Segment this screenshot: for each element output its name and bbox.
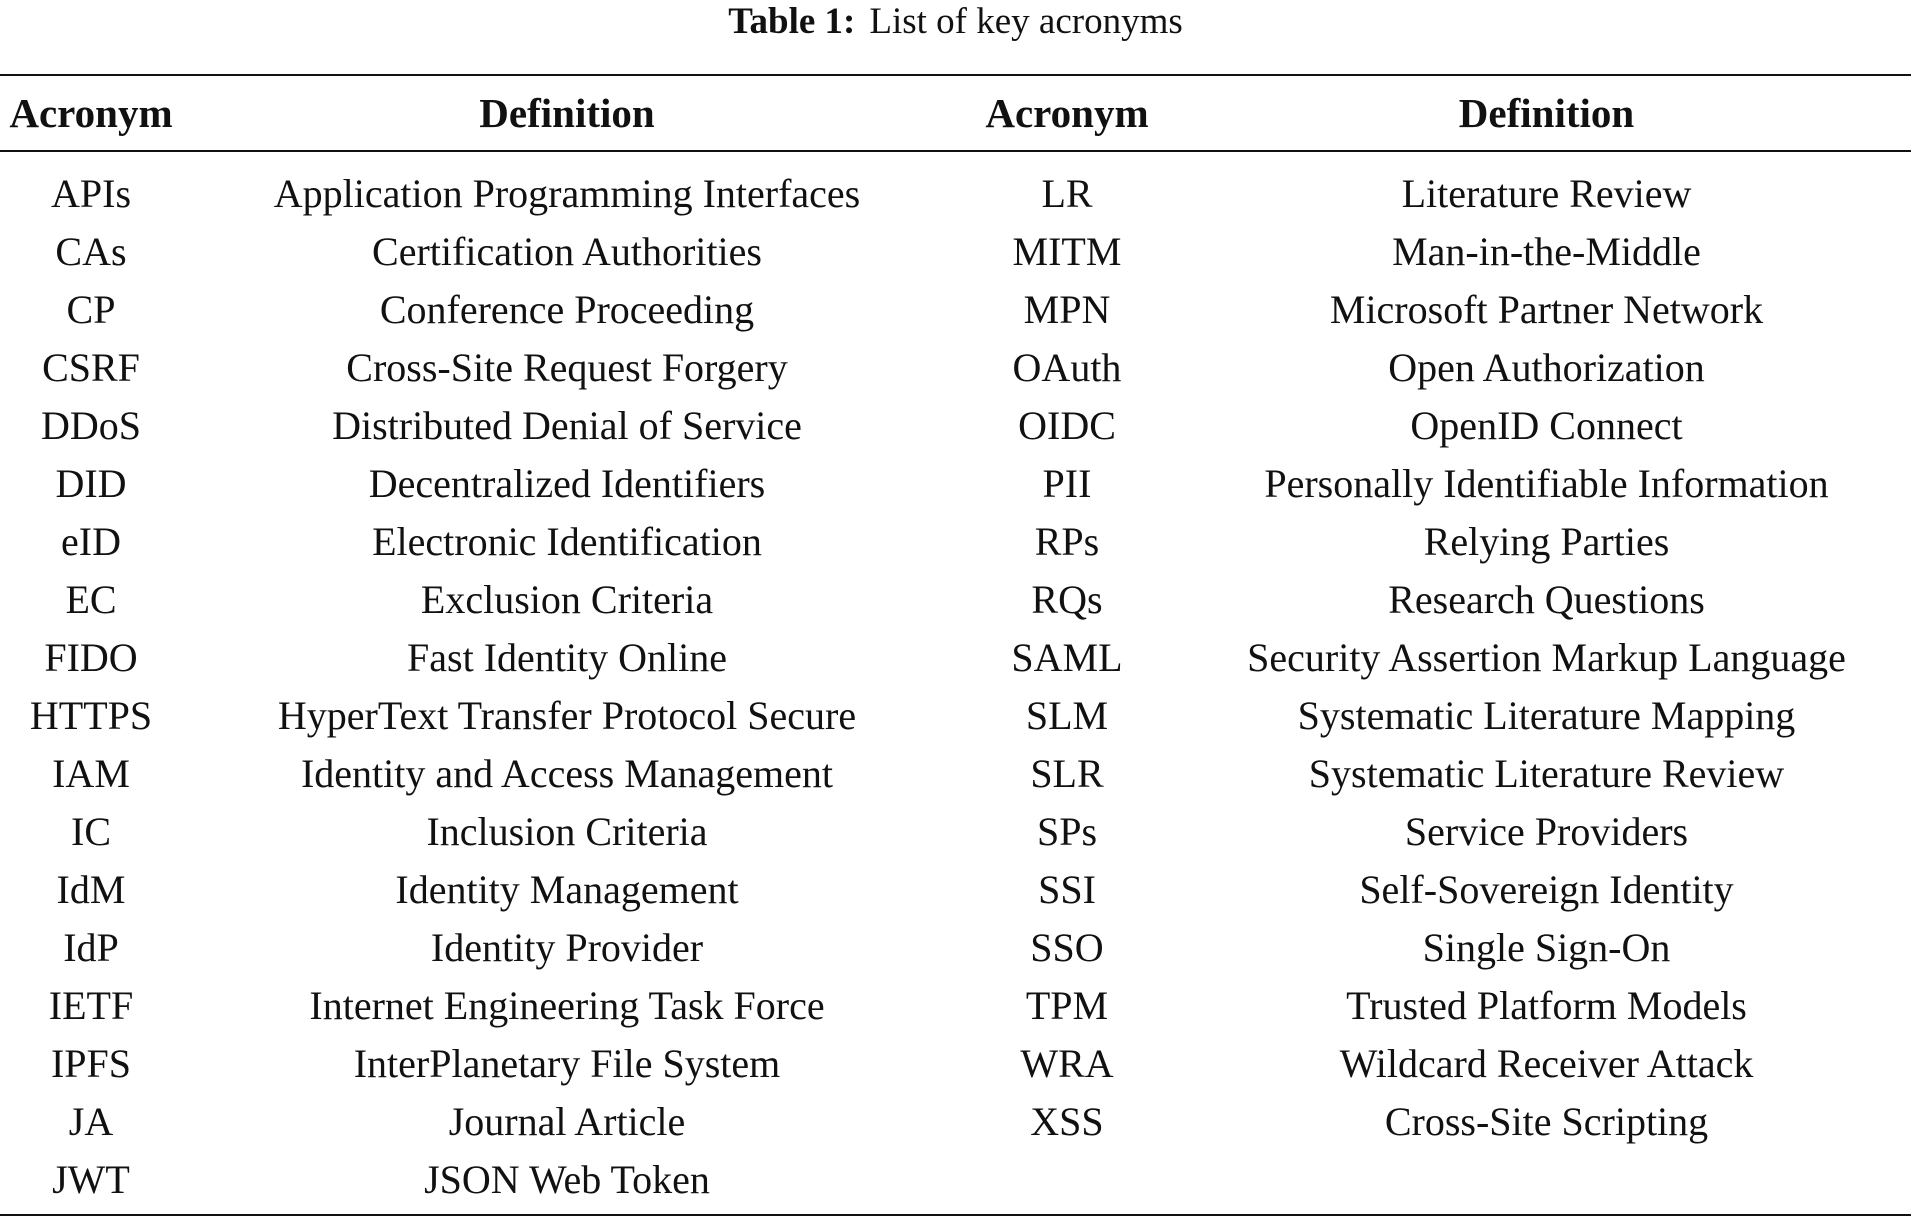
cell-definition-left: Inclusion Criteria	[426, 808, 708, 854]
cell-acronym-left: CP	[66, 286, 116, 332]
cell-acronym-right: SLR	[1030, 750, 1104, 796]
table-row	[0, 1034, 1911, 1092]
cell-definition-right: Literature Review	[1401, 170, 1692, 216]
table-header	[0, 75, 1911, 151]
cell-acronym-left: eID	[61, 518, 121, 564]
table-row	[0, 396, 1911, 454]
cell-definition-right: Personally Identifiable Information	[1264, 460, 1829, 506]
table-row	[0, 628, 1911, 686]
cell-acronym-left: EC	[65, 576, 117, 622]
cell-definition-left: Fast Identity Online	[407, 634, 727, 680]
cell-acronym-right: MITM	[1012, 228, 1122, 274]
cell-acronym-left: JA	[68, 1098, 114, 1144]
cell-acronym-left: DID	[55, 460, 127, 506]
cell-definition-left: Journal Article	[448, 1098, 686, 1144]
cell-definition-left: Identity and Access Management	[300, 750, 834, 796]
cell-acronym-right: SAML	[1011, 634, 1123, 680]
cell-acronym-right: WRA	[1020, 1040, 1114, 1086]
cell-definition-right: Man-in-the-Middle	[1392, 228, 1701, 274]
table-row	[0, 151, 1911, 222]
cell-acronym-left: IdM	[56, 866, 126, 912]
acronym-table	[0, 74, 1911, 1216]
cell-definition-left: Identity Management	[395, 866, 739, 912]
table-caption-label: Table 1:	[728, 0, 856, 42]
cell-acronym-left: CSRF	[42, 344, 140, 390]
header-definition-left: Definition	[182, 75, 952, 151]
table-body	[0, 151, 1911, 1215]
table-row	[0, 454, 1911, 512]
cell-definition-left: Identity Provider	[430, 924, 704, 970]
cell-definition-left: InterPlanetary File System	[353, 1040, 781, 1086]
cell-definition-left: Cross-Site Request Forgery	[346, 344, 788, 390]
cell-definition-right: Systematic Literature Review	[1308, 750, 1785, 796]
cell-definition-right: OpenID Connect	[1410, 402, 1683, 448]
cell-acronym-right: SLM	[1025, 692, 1109, 738]
cell-definition-right: Open Authorization	[1388, 344, 1705, 390]
table-row	[0, 280, 1911, 338]
header-acronym-right: Acronym	[952, 75, 1182, 151]
table-row	[0, 1150, 1911, 1215]
cell-acronym-left: IETF	[48, 982, 134, 1028]
table-row	[0, 222, 1911, 280]
cell-acronym-right: OIDC	[1018, 402, 1116, 448]
cell-definition-left: Application Programming Interfaces	[273, 170, 861, 216]
cell-definition-left: Certification Authorities	[372, 228, 762, 274]
cell-acronym-left: APIs	[50, 170, 132, 216]
cell-definition-right	[1182, 1150, 1911, 1215]
cell-acronym-right: MPN	[1023, 286, 1111, 332]
cell-acronym-right: RQs	[1031, 576, 1103, 622]
cell-acronym-right: LR	[1041, 170, 1093, 216]
cell-definition-right: Security Assertion Markup Language	[1247, 634, 1846, 680]
table-row	[0, 686, 1911, 744]
table-row	[0, 976, 1911, 1034]
cell-definition-right: Trusted Platform Models	[1346, 982, 1747, 1028]
table-row	[0, 802, 1911, 860]
table-caption	[0, 0, 1911, 42]
cell-acronym-right: OAuth	[1012, 344, 1122, 390]
cell-acronym-left: JWT	[52, 1156, 130, 1202]
header-acronym-left: Acronym	[0, 75, 182, 151]
cell-acronym-right	[952, 1150, 1182, 1215]
cell-definition-left: Internet Engineering Task Force	[309, 982, 825, 1028]
table-row	[0, 918, 1911, 976]
cell-acronym-left: IPFS	[50, 1040, 132, 1086]
cell-acronym-right: XSS	[1030, 1098, 1104, 1144]
cell-definition-left: Electronic Identification	[372, 518, 762, 564]
cell-definition-right: Single Sign-On	[1422, 924, 1671, 970]
cell-acronym-left: CAs	[55, 228, 127, 274]
cell-acronym-left: IC	[71, 808, 111, 854]
header-row	[0, 75, 1911, 151]
cell-definition-left: Conference Proceeding	[379, 286, 755, 332]
cell-acronym-right: SPs	[1036, 808, 1098, 854]
cell-acronym-left: FIDO	[44, 634, 138, 680]
cell-acronym-right: SSO	[1030, 924, 1104, 970]
cell-definition-left: JSON Web Token	[424, 1156, 710, 1202]
cell-acronym-right: PII	[1042, 460, 1092, 506]
cell-definition-left: Decentralized Identifiers	[368, 460, 766, 506]
cell-acronym-right: SSI	[1038, 866, 1096, 912]
table-row	[0, 512, 1911, 570]
table-row	[0, 860, 1911, 918]
cell-acronym-left: IAM	[52, 750, 130, 796]
cell-definition-right: Systematic Literature Mapping	[1297, 692, 1796, 738]
table-caption-text: List of key acronyms	[869, 0, 1183, 42]
cell-definition-right: Relying Parties	[1423, 518, 1670, 564]
cell-definition-right: Cross-Site Scripting	[1384, 1098, 1709, 1144]
cell-acronym-left: DDoS	[40, 402, 142, 448]
cell-definition-right: Service Providers	[1404, 808, 1689, 854]
cell-acronym-right: TPM	[1025, 982, 1109, 1028]
table-row	[0, 744, 1911, 802]
cell-acronym-left: IdP	[63, 924, 119, 970]
table-row	[0, 570, 1911, 628]
cell-definition-left: Distributed Denial of Service	[332, 402, 802, 448]
cell-definition-right: Research Questions	[1388, 576, 1705, 622]
cell-acronym-right: RPs	[1034, 518, 1100, 564]
cell-definition-right: Microsoft Partner Network	[1329, 286, 1764, 332]
cell-definition-right: Self-Sovereign Identity	[1359, 866, 1734, 912]
cell-acronym-left: HTTPS	[29, 692, 153, 738]
table-row	[0, 1092, 1911, 1150]
header-definition-right: Definition	[1182, 75, 1911, 151]
cell-definition-left: HyperText Transfer Protocol Secure	[277, 692, 857, 738]
cell-definition-right: Wildcard Receiver Attack	[1339, 1040, 1754, 1086]
cell-definition-left: Exclusion Criteria	[420, 576, 714, 622]
table-row	[0, 338, 1911, 396]
